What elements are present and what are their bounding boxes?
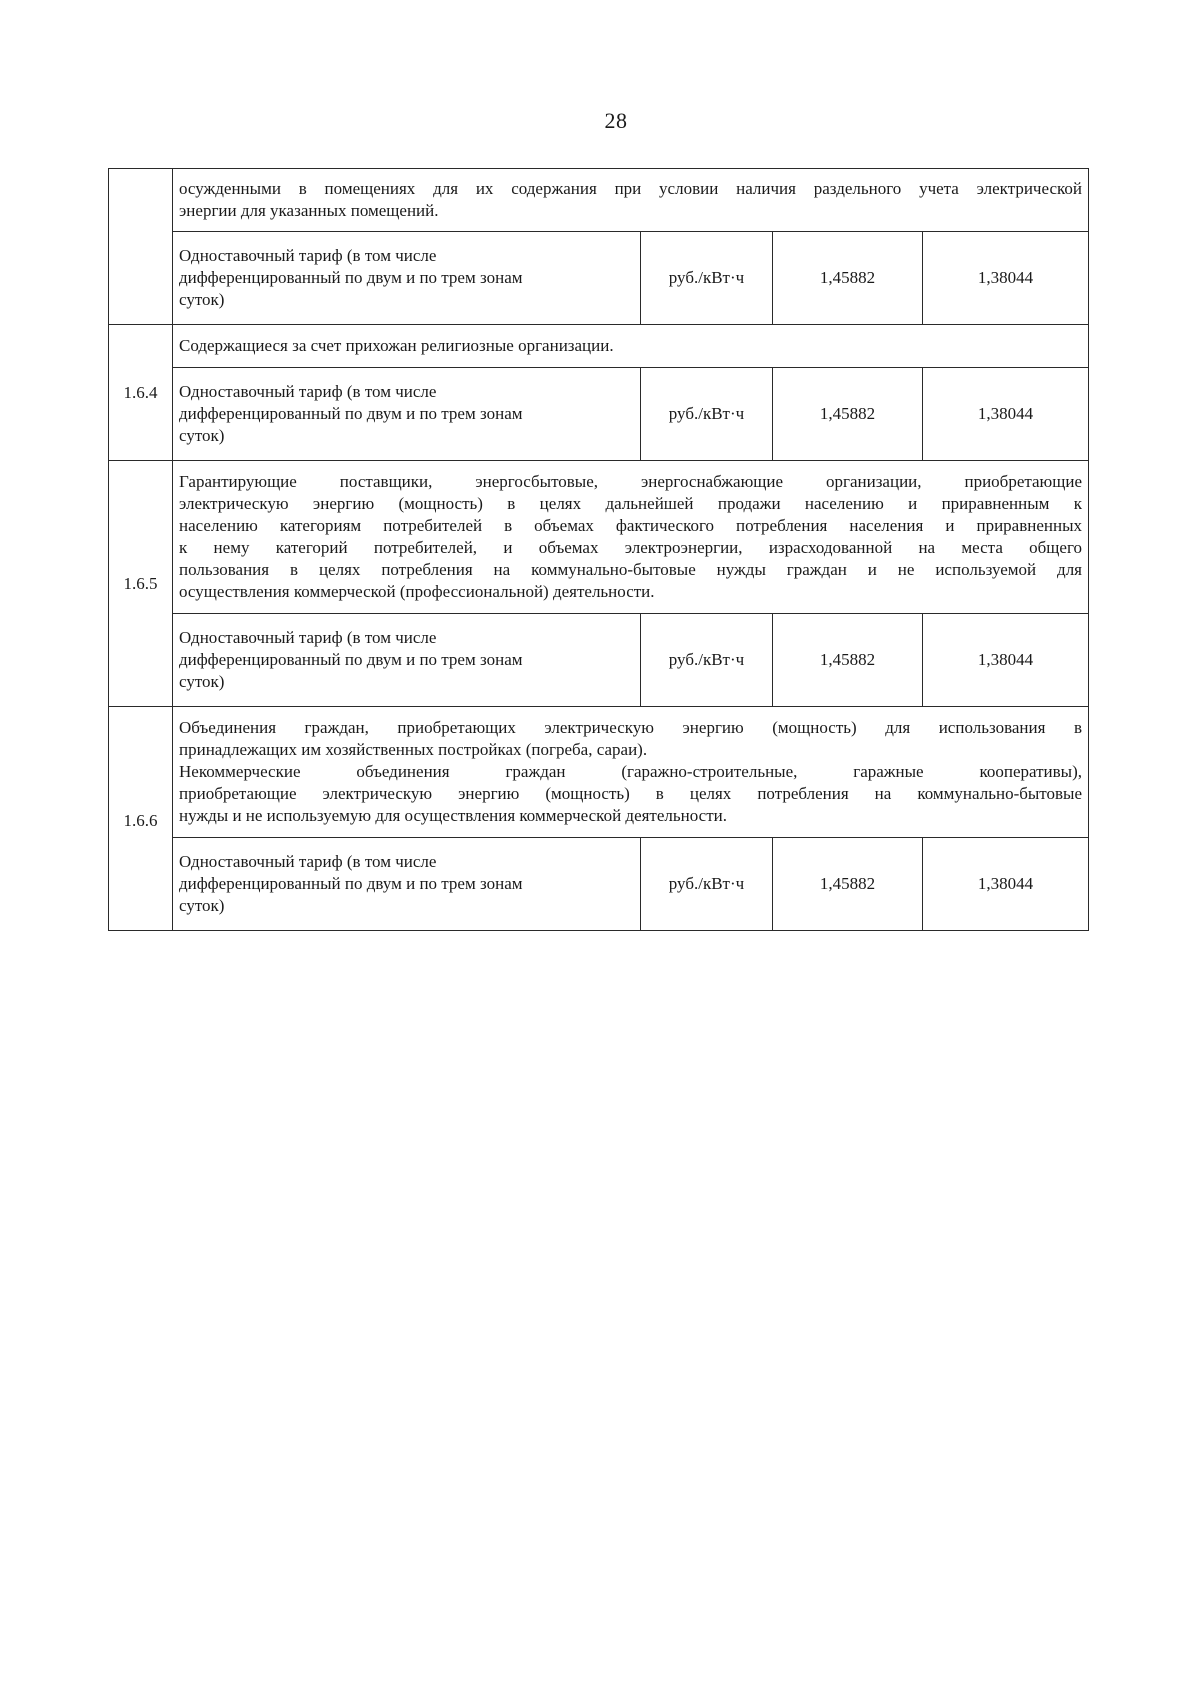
tariff-value-2: 1,38044 [923,614,1089,707]
description-line: приобретающие электрическую энергию (мощность) в целях потребления на коммунально-бытовые [179,784,1082,803]
tariff-value-1: 1,45882 [773,838,923,931]
tariff-value-1: 1,45882 [773,614,923,707]
tariff-unit: руб./кВт·ч [641,838,773,931]
tariff-name-line: Одноставочный тариф (в том числе [179,628,437,647]
tariff-value-2: 1,38044 [923,232,1089,325]
table-row [109,461,1089,614]
description-line: принадлежащих им хозяйственных постройках (погреба, сараи). [179,740,648,759]
table-row [109,325,1089,368]
tariff-unit: руб./кВт·ч [641,614,773,707]
tariff-value-1: 1,45882 [773,368,923,461]
description-line: нужды и не используемую для осуществления коммерческой деятельности. [179,806,727,825]
table-row [109,707,1089,838]
row-number: 1.6.6 [109,707,173,931]
description-line: Содержащиеся за счет прихожан религиозные организации. [179,336,614,355]
description-line: пользования в целях потребления на коммунально-бытовые нужды граждан и не используемой для [179,560,1082,579]
row-number: 1.6.4 [109,325,173,461]
tariff-unit: руб./кВт·ч [641,368,773,461]
table-row [109,614,1089,707]
tariff-name-line: Одноставочный тариф (в том числе [179,246,437,265]
description-line: к нему категорий потребителей, и объемах электроэнергии, израсходованной на места общего [179,538,1082,557]
tariff-name-line: суток) [179,426,225,445]
tariff-value-1: 1,45882 [773,232,923,325]
tariff-name [173,232,641,325]
tariff-name-line: суток) [179,672,225,691]
tariff-value-2: 1,38044 [923,368,1089,461]
description-line: населению категориям потребителей в объемах фактического потребления населения и приравненных [179,516,1082,535]
tariff-name-line: суток) [179,290,225,309]
tariff-name-line: дифференцированный по двум и по трем зонам [179,404,523,423]
row-number: 1.6.5 [109,461,173,707]
description-line: Объединения граждан, приобретающих электрическую энергию (мощность) для использования в [179,718,1082,737]
tariff-name-line: дифференцированный по двум и по трем зонам [179,650,523,669]
row-number [109,169,173,325]
description-line: энергии для указанных помещений. [179,201,439,220]
description-line: электрическую энергию (мощность) в целях дальнейшей продажи населению и приравненным к [179,494,1082,513]
category-description [173,169,1089,232]
tariff-name [173,614,641,707]
tariff-name [173,838,641,931]
table-row [109,232,1089,325]
table-row [109,368,1089,461]
page-number: 28 [604,108,628,133]
table-row [109,838,1089,931]
tariff-name-line: Одноставочный тариф (в том числе [179,382,437,401]
category-description [173,707,1089,838]
tariff-unit: руб./кВт·ч [641,232,773,325]
description-line: осужденными в помещениях для их содержания при условии наличия раздельного учета электрической [179,179,1082,198]
category-description [173,325,1089,368]
description-line: осуществления коммерческой (профессиональной) деятельности. [179,582,655,601]
tariff-name-line: дифференцированный по двум и по трем зонам [179,874,523,893]
category-description [173,461,1089,614]
tariff-table [108,168,1089,931]
description-line: Гарантирующие поставщики, энергосбытовые, энергоснабжающие организации, приобретающие [179,472,1082,491]
tariff-name-line: Одноставочный тариф (в том числе [179,852,437,871]
tariff-value-2: 1,38044 [923,838,1089,931]
description-line: Некоммерческие объединения граждан (гаражно-строительные, гаражные кооперативы), [179,762,1082,781]
tariff-name-line: дифференцированный по двум и по трем зонам [179,268,523,287]
tariff-name [173,368,641,461]
table-row [109,169,1089,232]
tariff-name-line: суток) [179,896,225,915]
